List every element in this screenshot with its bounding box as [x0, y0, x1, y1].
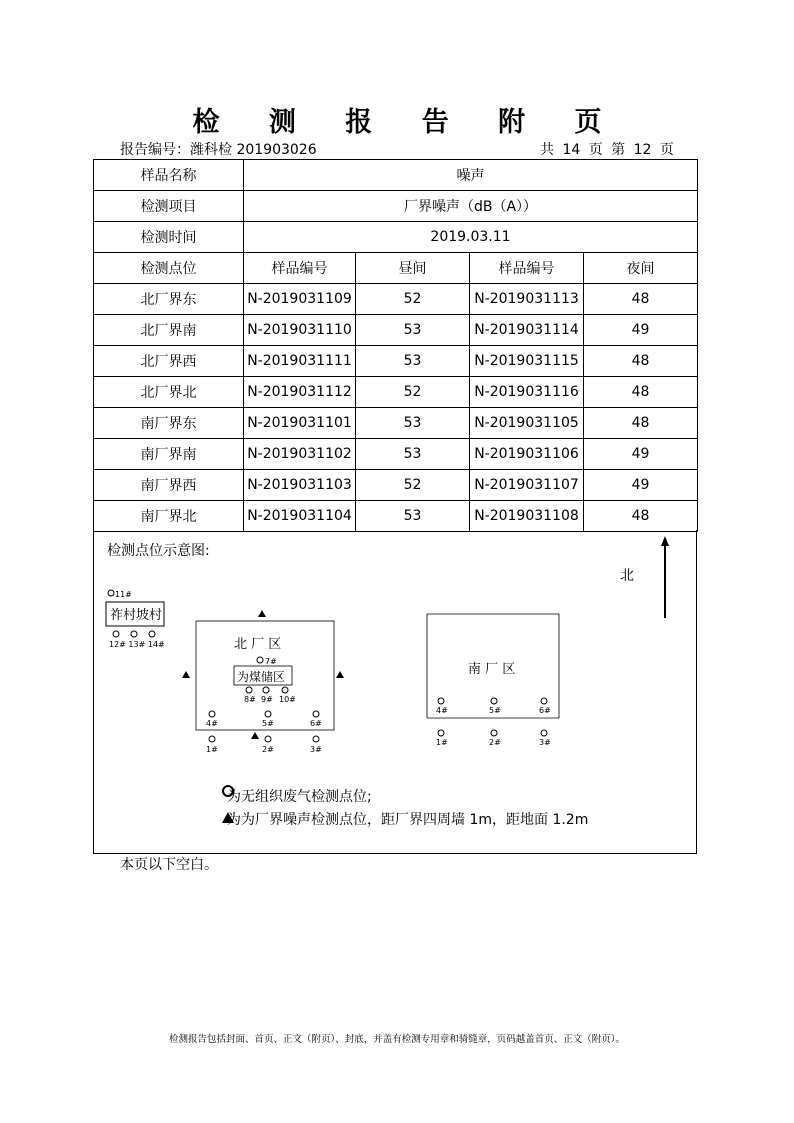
circle-point-icon	[265, 736, 271, 742]
table-cell: N-2019031113	[470, 284, 584, 315]
table-cell: N-2019031114	[470, 315, 584, 346]
noise-result-table	[93, 159, 698, 532]
table-header-row	[94, 253, 698, 284]
circle-point-icon	[108, 590, 114, 596]
table-cell: 53	[356, 346, 470, 377]
north-label: 北	[620, 568, 634, 584]
page-info: 共 14 页 第 12 页	[540, 142, 674, 158]
circle-point-icon	[265, 711, 271, 717]
triangle-point-icon	[258, 610, 266, 617]
table-cell: N-2019031115	[470, 346, 584, 377]
table-cell: N-2019031102	[244, 439, 356, 470]
point-label: 10#	[279, 695, 296, 704]
circle-point-icon	[246, 687, 252, 693]
point-label: 6#	[539, 706, 551, 715]
storage-label: 为煤储区	[237, 670, 286, 684]
circle-point-icon	[438, 730, 444, 736]
header-cell: 样品编号	[244, 253, 356, 284]
point-label: 5#	[489, 706, 501, 715]
table-cell: N-2019031112	[244, 377, 356, 408]
table-cell: 北厂界南	[94, 315, 244, 346]
table-cell: 53	[356, 501, 470, 532]
legend-triangle-text: 为为厂界噪声检测点位，距厂界四周墙 1m，距地面 1.2m	[227, 812, 589, 828]
sampling-diagram	[93, 530, 697, 854]
point-label: 4#	[436, 706, 448, 715]
time-value: 2019.03.11	[244, 222, 698, 253]
table-cell: N-2019031107	[470, 470, 584, 501]
table-row	[94, 160, 698, 191]
table-cell: N-2019031109	[244, 284, 356, 315]
table-cell: 48	[584, 346, 698, 377]
point-label: 9#	[261, 695, 273, 704]
page-footer: 检测报告包括封面、首页、正文（附页）、封底，并盖有检测专用章和骑缝章，页码越盖首页、正文（附页）。	[168, 1034, 625, 1045]
table-row	[94, 470, 698, 501]
circle-point-icon	[113, 631, 119, 637]
table-cell: 48	[584, 501, 698, 532]
table-cell: 49	[584, 439, 698, 470]
circle-point-icon	[438, 698, 444, 704]
point-label: 5#	[262, 719, 274, 728]
item-value: 厂界噪声（dB（A））	[244, 191, 698, 222]
header-cell: 检测点位	[94, 253, 244, 284]
triangle-point-icon	[336, 671, 344, 678]
point-label: 3#	[310, 745, 322, 754]
table-cell: 52	[356, 377, 470, 408]
point-label: 4#	[206, 719, 218, 728]
table-cell: N-2019031108	[470, 501, 584, 532]
south-plant-label: 南 厂 区	[468, 662, 516, 677]
table-row	[94, 222, 698, 253]
header-cell: 夜间	[584, 253, 698, 284]
triangle-point-icon	[182, 671, 190, 678]
circle-point-icon	[149, 631, 155, 637]
point-label: 2#	[262, 745, 274, 754]
table-cell: N-2019031104	[244, 501, 356, 532]
time-label: 检测时间	[94, 222, 244, 253]
table-cell: N-2019031105	[470, 408, 584, 439]
diagram-label: 检测点位示意图:	[107, 543, 210, 559]
sampling-map	[94, 530, 698, 854]
sample-name-label: 样品名称	[94, 160, 244, 191]
table-cell: 南厂界北	[94, 501, 244, 532]
circle-point-icon	[263, 687, 269, 693]
table-cell: N-2019031110	[244, 315, 356, 346]
table-row	[94, 191, 698, 222]
circle-point-icon	[209, 711, 215, 717]
page-title: 检 测 报 告 附 页	[192, 107, 622, 138]
table-cell: 52	[356, 470, 470, 501]
table-cell: N-2019031106	[470, 439, 584, 470]
north-plant-label: 北 厂 区	[234, 637, 282, 652]
point-label: 1#	[436, 738, 448, 747]
circle-point-icon	[491, 698, 497, 704]
table-row	[94, 377, 698, 408]
circle-point-icon	[131, 631, 137, 637]
circle-point-icon	[313, 736, 319, 742]
item-label: 检测项目	[94, 191, 244, 222]
village-top-point: 11#	[115, 590, 132, 599]
table-row	[94, 439, 698, 470]
village-points-label: 12# 13# 14#	[109, 640, 165, 649]
table-cell: 53	[356, 439, 470, 470]
legend-circle-text: 为无组织废气检测点位;	[227, 789, 372, 805]
table-cell: 53	[356, 315, 470, 346]
point-label: 2#	[489, 738, 501, 747]
report-number: 报告编号：潍科检 201903026	[120, 142, 317, 158]
table-cell: 48	[584, 284, 698, 315]
circle-point-icon	[541, 698, 547, 704]
table-cell: 48	[584, 408, 698, 439]
table-cell: 北厂界西	[94, 346, 244, 377]
table-cell: N-2019031103	[244, 470, 356, 501]
point-label: 1#	[206, 745, 218, 754]
table-cell: 北厂界北	[94, 377, 244, 408]
village-label: 祚村坡村	[110, 608, 163, 623]
circle-point-icon	[491, 730, 497, 736]
sample-name-value: 噪声	[244, 160, 698, 191]
table-cell: 南厂界东	[94, 408, 244, 439]
table-cell: N-2019031116	[470, 377, 584, 408]
table-cell: 南厂界西	[94, 470, 244, 501]
triangle-point-icon	[251, 732, 259, 739]
header-cell: 样品编号	[470, 253, 584, 284]
table-cell: 48	[584, 377, 698, 408]
circle-point-icon	[313, 711, 319, 717]
table-row	[94, 408, 698, 439]
point-label: 8#	[244, 695, 256, 704]
blank-note: 本页以下空白。	[120, 857, 218, 873]
table-row	[94, 501, 698, 532]
table-cell: N-2019031111	[244, 346, 356, 377]
point-label: 6#	[310, 719, 322, 728]
header-cell: 昼间	[356, 253, 470, 284]
table-row	[94, 284, 698, 315]
table-row	[94, 346, 698, 377]
table-cell: 北厂界东	[94, 284, 244, 315]
north-arrow-head-icon	[661, 536, 669, 546]
table-cell: 53	[356, 408, 470, 439]
circle-point-icon	[541, 730, 547, 736]
table-cell: 南厂界南	[94, 439, 244, 470]
circle-point-icon	[257, 657, 263, 663]
table-cell: 49	[584, 315, 698, 346]
point-label: 3#	[539, 738, 551, 747]
storage-point-label: 7#	[265, 657, 277, 666]
table-cell: N-2019031101	[244, 408, 356, 439]
circle-point-icon	[209, 736, 215, 742]
table-row	[94, 315, 698, 346]
table-cell: 49	[584, 470, 698, 501]
circle-point-icon	[282, 687, 288, 693]
table-cell: 52	[356, 284, 470, 315]
